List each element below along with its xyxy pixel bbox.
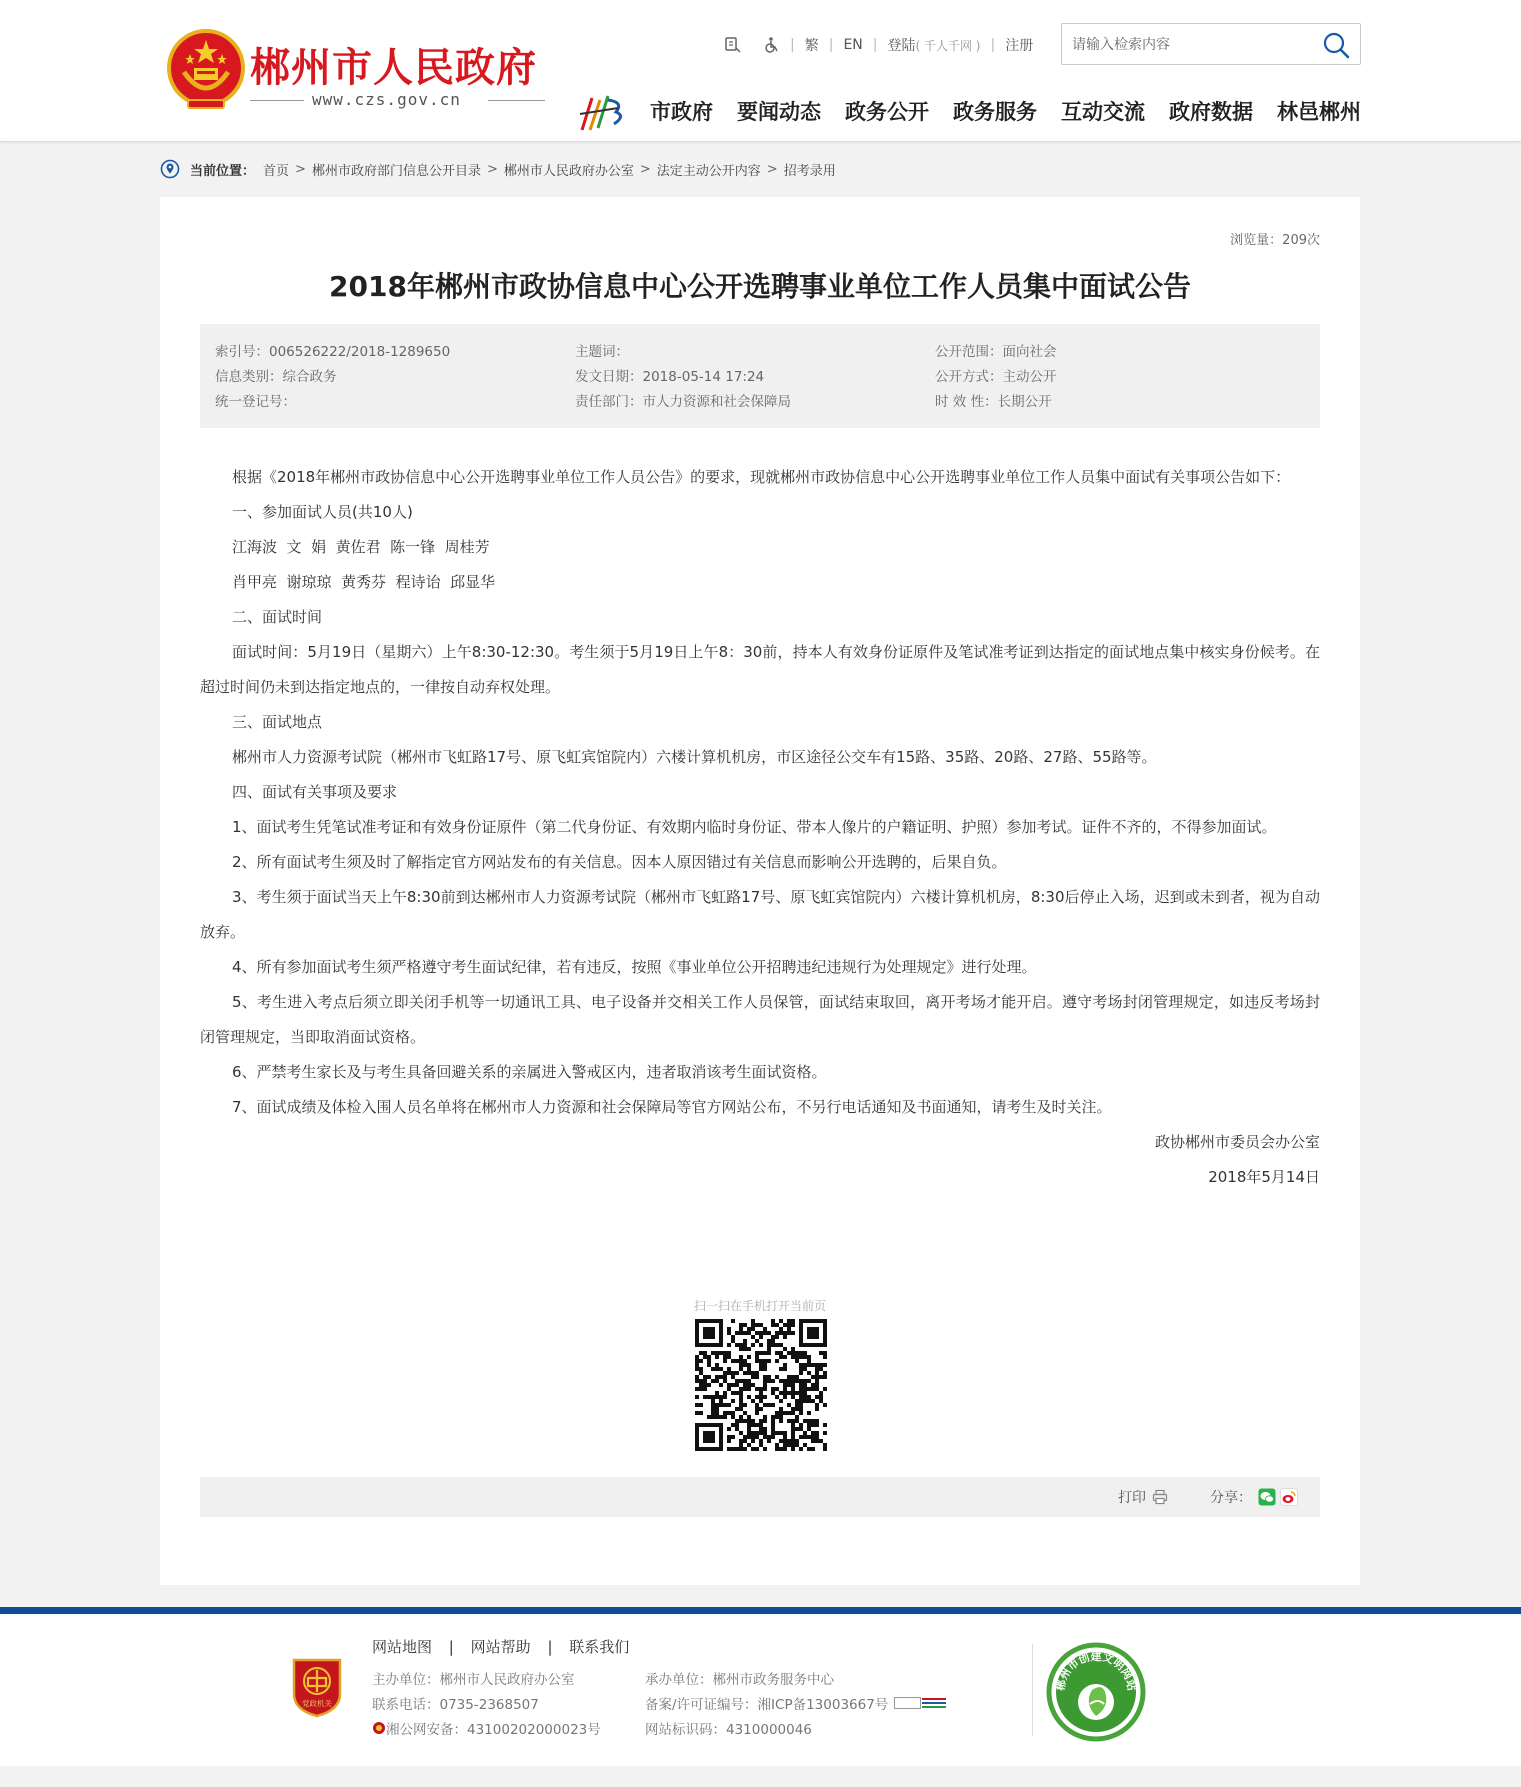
traditional-chinese-link[interactable]: 繁 [804, 38, 819, 54]
article-paragraph: 7、面试成绩及体检入围人员名单将在郴州市人力资源和社会保障局等官方网站公布，不另行电话通知及书面通知，请考生及时关注。 [232, 1098, 1112, 1116]
footer-host: 主办单位：郴州市人民政府办公室 [372, 1672, 575, 1688]
nav-item-data[interactable]: 政府数据 [1169, 100, 1253, 124]
footer-link-contact[interactable]: 联系我们 [569, 1638, 630, 1656]
footer-police-row[interactable] [372, 1718, 601, 1738]
separator: | [547, 1638, 553, 1656]
separator: | [828, 37, 834, 53]
footer-undertake: 承办单位：郴州市政务服务中心 [645, 1672, 834, 1688]
site-domain-text: www.czs.gov.cn [312, 90, 461, 109]
footer-link-help[interactable]: 网站帮助 [470, 1638, 531, 1656]
nav-item-news[interactable]: 要闻动态 [737, 100, 821, 124]
breadcrumb-directory[interactable]: 郴州市政府部门信息公开目录 [311, 163, 481, 179]
article-paragraph: 一、参加面试人员(共10人) [232, 503, 413, 521]
nav-item-services[interactable]: 政务服务 [953, 100, 1037, 124]
separator: | [872, 37, 878, 53]
breadcrumb-office[interactable]: 郴州市人民政府办公室 [503, 163, 634, 179]
qr-code-icon [695, 1319, 827, 1451]
footer-top-bar [0, 1607, 1521, 1614]
article-paragraph: 面试时间：5月19日（星期六）上午8:30-12:30。考生须于5月19日上午8：30前，持本人有效身份证原件及笔试准考证到达指定的面试地点集中核实身份候考。在超过时间仍未到达指定地点的，一律按自动弃权处理。 [200, 643, 1320, 696]
view-count: 浏览量：209次 [1230, 233, 1320, 248]
site-title[interactable]: 郴州市人民政府 [250, 44, 537, 91]
article-paragraph: 郴州市人力资源考试院（郴州市飞虹路17号、原飞虹宾馆院内）六楼计算机机房，市区途径公交车有15路、35路、20路、27路、55路等。 [232, 748, 1157, 766]
separator: | [448, 1638, 454, 1656]
meta-scope: 公开范围：面向社会 [935, 344, 1057, 360]
meta-date: 发文日期：2018-05-14 17:24 [575, 369, 765, 385]
breadcrumb-separator: > [486, 161, 498, 177]
nav-item-open-affairs[interactable]: 政务公开 [845, 100, 929, 124]
search-icon[interactable] [1322, 31, 1350, 59]
meta-index-no: 索引号：006526222/2018-1289650 [215, 344, 451, 360]
breadcrumb-recruitment[interactable]: 招考录用 [783, 163, 836, 179]
article-paragraph: 5、考生进入考点后须立即关闭手机等一切通讯工具、电子设备并交相关工作人员保管，面试结束取回，离开考场才能开启。遵守考场封闭管理规定，如违反考场封闭管理规定，当即取消面试资格。 [200, 993, 1320, 1046]
qr-caption: 扫一扫在手机打开当前页 [693, 1299, 826, 1313]
weibo-icon[interactable] [1280, 1488, 1298, 1506]
article-container [160, 197, 1360, 1585]
footer-link-sitemap[interactable]: 网站地图 [372, 1638, 433, 1656]
article-paragraph: 2、所有面试考生须及时了解指定官方网站发布的有关信息。因本人原因错过有关信息而影响公开选聘的，后果自负。 [232, 853, 1007, 871]
meta-mode: 公开方式：主动公开 [935, 369, 1057, 385]
certification-badge-icon[interactable] [894, 1697, 946, 1709]
separator: | [790, 37, 795, 53]
seal-text: 郴州市创建文明网站 [1053, 1650, 1139, 1692]
breadcrumb [160, 158, 836, 180]
breadcrumb-separator: > [766, 161, 778, 177]
share-group [1210, 1487, 1298, 1507]
share-bar [200, 1477, 1320, 1517]
search-input[interactable] [1072, 34, 1312, 56]
meta-dept: 责任部门：市人力资源和社会保障局 [575, 394, 791, 410]
footer-police: 湘公网安备：43100202000023号 [386, 1722, 601, 1738]
badge-text: 党政机关 [302, 1699, 332, 1708]
article-paragraph: 6、严禁考生家长及与考生具备回避关系的亲属进入警戒区内，违者取消该考生面试资格。 [232, 1063, 827, 1081]
login-link[interactable]: 登陆 [887, 38, 916, 54]
footer-icp: 备案/许可证编号：湘ICP备13003667号 [645, 1697, 889, 1713]
print-label: 打印 [1118, 1490, 1146, 1506]
location-pin-icon [160, 159, 180, 179]
footer-site-code: 网站标识码：4310000046 [645, 1722, 812, 1738]
nav-item-government[interactable]: 市政府 [650, 100, 713, 124]
article-paragraph: 根据《2018年郴州市政协信息中心公开选聘事业单位工作人员公告》的要求，现就郴州市政协信息中心公开选聘事业单位工作人员集中面试有关事项公告如下： [232, 468, 1291, 486]
breadcrumb-home[interactable]: 首页 [263, 163, 290, 179]
login-note[interactable]: ( 千人千网 ) [915, 38, 981, 53]
separator: | [990, 37, 996, 53]
article-paragraph: 四、面试有关事项及要求 [232, 783, 398, 801]
top-links [724, 34, 1033, 56]
city-logo-icon [578, 90, 628, 134]
english-link[interactable]: EN [843, 37, 863, 53]
breadcrumb-statutory[interactable]: 法定主动公开内容 [656, 163, 761, 179]
wechat-icon[interactable] [1258, 1488, 1276, 1506]
article-title: 2018年郴州市政协信息中心公开选聘事业单位工作人员集中面试公告 [329, 270, 1191, 303]
footer-divider [1032, 1644, 1033, 1736]
accessibility-reader-icon[interactable] [724, 36, 742, 54]
article-paragraph: 1、面试考生凭笔试准考证和有效身份证原件（第二代身份证、有效期内临时身份证、带本人像片的户籍证明、护照）参加考试。证件不齐的，不得参加面试。 [232, 818, 1277, 836]
footer-links [372, 1636, 629, 1657]
footer-icp-row[interactable] [645, 1693, 946, 1713]
article-body [200, 460, 1320, 1195]
article-paragraph: 江海波 文 娟 黄佐君 陈一锋 周桂芳 [232, 538, 490, 556]
article-paragraph: 三、面试地点 [232, 713, 323, 731]
party-government-badge-icon[interactable] [290, 1654, 344, 1718]
register-link[interactable]: 注册 [1005, 38, 1034, 54]
article-sign-date: 2018年5月14日 [1208, 1168, 1320, 1186]
meta-subject: 主题词： [575, 344, 629, 360]
article-signature: 政协郴州市委员会办公室 [1154, 1133, 1320, 1151]
meta-validity: 时 效 性：长期公开 [935, 394, 1052, 410]
site-domain [250, 90, 545, 110]
article-meta [200, 324, 1320, 428]
site-header [0, 0, 1521, 142]
wheelchair-icon[interactable] [762, 36, 780, 54]
site-footer [0, 1614, 1521, 1766]
article-paragraph: 二、面试时间 [232, 608, 323, 626]
breadcrumb-separator: > [295, 161, 306, 177]
breadcrumb-separator: > [639, 161, 651, 177]
search-box [1061, 23, 1361, 65]
nav-item-interaction[interactable]: 互动交流 [1061, 100, 1145, 124]
police-badge-icon [372, 1721, 386, 1735]
meta-reg-no: 统一登记号： [215, 394, 296, 410]
national-emblem-icon[interactable] [166, 28, 246, 112]
footer-phone: 联系电话：0735-2368507 [372, 1697, 539, 1713]
meta-category: 信息类别：综合政务 [215, 369, 337, 385]
nav-item-linyi[interactable]: 林邑郴州 [1277, 100, 1361, 124]
article-paragraph: 4、所有参加面试考生须严格遵守考生面试纪律，若有违反，按照《事业单位公开招聘违纪违规行为处理规定》进行处理。 [232, 958, 1037, 976]
article-paragraph: 3、考生须于面试当天上午8:30前到达郴州市人力资源考试院（郴州市飞虹路17号、原飞虹宾馆院内）六楼计算机机房，8:30后停止入场，迟到或未到者，视为自动放弃。 [200, 888, 1320, 941]
print-button[interactable] [1118, 1487, 1168, 1507]
share-label: 分享： [1210, 1490, 1252, 1506]
main-nav [650, 96, 1361, 126]
article-paragraph: 肖甲亮 谢琼琼 黄秀芬 程诗诒 邱显华 [232, 573, 496, 591]
civilized-website-seal-icon[interactable] [1046, 1642, 1146, 1742]
printer-icon[interactable] [1152, 1489, 1168, 1505]
breadcrumb-label: 当前位置： [190, 163, 256, 179]
